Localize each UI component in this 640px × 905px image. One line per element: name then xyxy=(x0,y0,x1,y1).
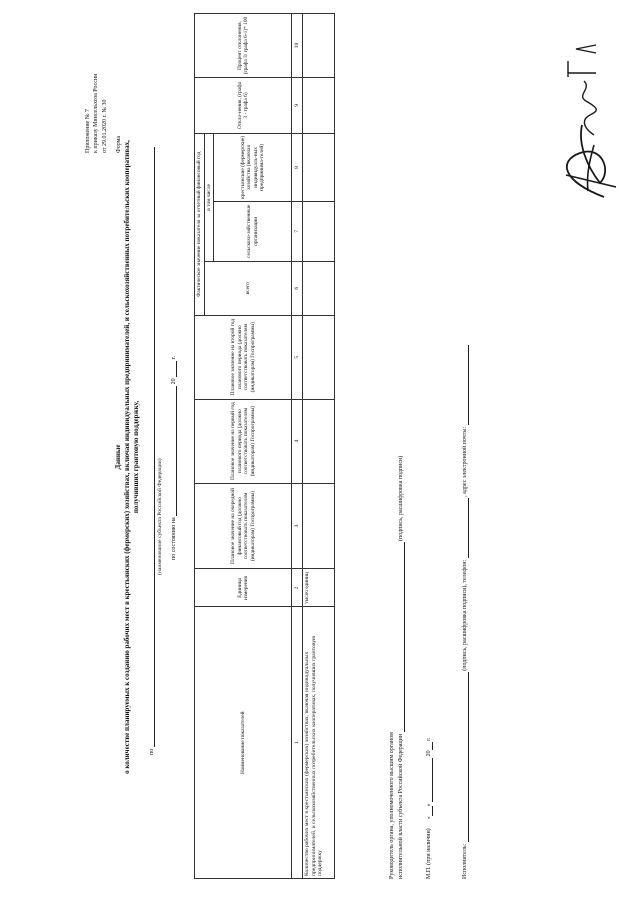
date-year-blank xyxy=(424,742,433,750)
head-title-text: исполнительной власти субъекта Российской Федерации xyxy=(398,733,404,879)
header-in-that: в том числе xyxy=(204,133,214,261)
column-number: 6 xyxy=(292,261,303,315)
header-fact-coops: сельскохо-зяйственные организации xyxy=(214,201,292,261)
email-blank xyxy=(460,345,469,425)
column-number: 9 xyxy=(292,78,303,134)
table-cell xyxy=(303,399,335,483)
table-row xyxy=(303,14,335,879)
seal-label: М.П. (при наличии) xyxy=(426,828,432,879)
date-day-blank xyxy=(424,806,433,816)
column-number: 4 xyxy=(292,399,303,483)
head-title-line: Руководитель органа, уполномоченного высшим органом xyxy=(389,732,395,879)
region-prefix: по xyxy=(149,748,155,755)
title-line: получивших грантовую поддержку, xyxy=(132,400,140,514)
header-unit: Единица измерения xyxy=(195,569,292,607)
as-of-blank xyxy=(168,386,177,516)
appendix-line: к приказу Минсельхоза России xyxy=(93,73,100,153)
column-number: 10 xyxy=(292,14,303,78)
handwritten-signature xyxy=(546,35,629,205)
header-plan-current: Плановое значение на очередной финансовый год (должно соответствовать показателям (индикаторам) Госпрограммы) xyxy=(195,483,292,569)
column-number: 3 xyxy=(292,483,303,569)
head-sign-blank xyxy=(396,542,405,732)
as-of-year-blank xyxy=(168,361,177,377)
email-label: , адрес электронной почты: xyxy=(462,426,468,497)
appendix-line: Приложение № 7 xyxy=(85,109,91,153)
date-quote-close: » xyxy=(426,803,432,807)
head-sign-caption: (подпись, расшифровка подписи) xyxy=(398,455,404,541)
table-cell xyxy=(303,483,335,569)
seal-date-line xyxy=(424,738,433,879)
table-cell xyxy=(303,315,335,399)
head-signature-block xyxy=(388,456,405,879)
table-cell xyxy=(303,78,335,134)
header-deviation: Откло-нения, (графа 3 - графа 6) xyxy=(195,78,292,134)
as-of-prefix: по состоянию на xyxy=(171,517,177,560)
header-plan-second: Плановое значение на второй год планового периода (должно соответствовать показателям (индикаторам) Госпрограммы) xyxy=(195,315,292,399)
header-fact-group: Фактическое значение показателя за отчетный финансовый год xyxy=(195,133,205,315)
as-of-suffix: г. xyxy=(171,356,177,360)
document-title xyxy=(114,47,141,867)
row-indicator-label: Количество рабочих мест в крестьянских (фермерских) хозяйствах, включая индивидуальных предпринимателей, и сельскохозяйственных потребительских кооперативах, получивших грантовую поддержку xyxy=(303,607,335,879)
region-blank xyxy=(146,147,155,747)
as-of-field xyxy=(168,356,177,560)
date-quote-open: « xyxy=(426,816,432,820)
signature-drawing xyxy=(546,35,624,205)
column-number: 7 xyxy=(292,201,303,261)
header-indicator: Наименование показателей xyxy=(195,607,292,879)
title-line: о количестве планируемых к созданию рабочих мест в крестьянских (фермерских) хозяйствах, включая индивидуальных предпринимателей, и сельскохозяйственных потребительских кооперативах, xyxy=(123,140,131,774)
column-number: 5 xyxy=(292,315,303,399)
table-cell xyxy=(303,261,335,315)
executor-sign-caption: (подпись, расшифровка подписи), телефон: xyxy=(462,559,468,671)
table-cell xyxy=(303,201,335,261)
row-unit: тысяч единиц xyxy=(303,569,335,607)
region-caption: (наименование субъекта Российской Федерации) xyxy=(157,458,163,575)
head-title-line xyxy=(396,456,405,879)
region-field xyxy=(146,147,155,755)
header-plan-first: Плановое значение на первый год планового периода (должно соответствовать показателям (индикаторам) Госпрограммы) xyxy=(195,399,292,483)
header-fact-total: всего xyxy=(204,261,292,315)
date-suffix: г. xyxy=(426,737,432,741)
data-table xyxy=(194,13,335,879)
column-number: 8 xyxy=(292,133,303,201)
header-fact-farms: крестьянские (фермерские) хозяйства (включая индивидуаль-ных предпринима-телей) xyxy=(214,133,292,201)
column-number: 1 xyxy=(292,607,303,879)
as-of-year: 20 xyxy=(171,378,177,385)
column-numbers-row xyxy=(292,14,303,879)
appendix-line: от 29.01.2020 г. № 30 xyxy=(101,99,108,153)
executor-label: Исполнитель: xyxy=(462,843,468,879)
header-deviation-percent: Процент отклонения, (графа 3/ графа 6-1)* 100 xyxy=(195,14,292,78)
date-year: 20 xyxy=(426,750,432,757)
title-heading: Данные xyxy=(114,444,122,470)
table-cell xyxy=(303,133,335,201)
phone-blank xyxy=(460,498,469,558)
form-label: Форма xyxy=(116,135,123,153)
table-cell xyxy=(303,14,335,78)
date-month-blank xyxy=(424,758,433,802)
column-number: 2 xyxy=(292,569,303,607)
executor-blank xyxy=(460,672,469,842)
executor-line xyxy=(460,345,469,879)
